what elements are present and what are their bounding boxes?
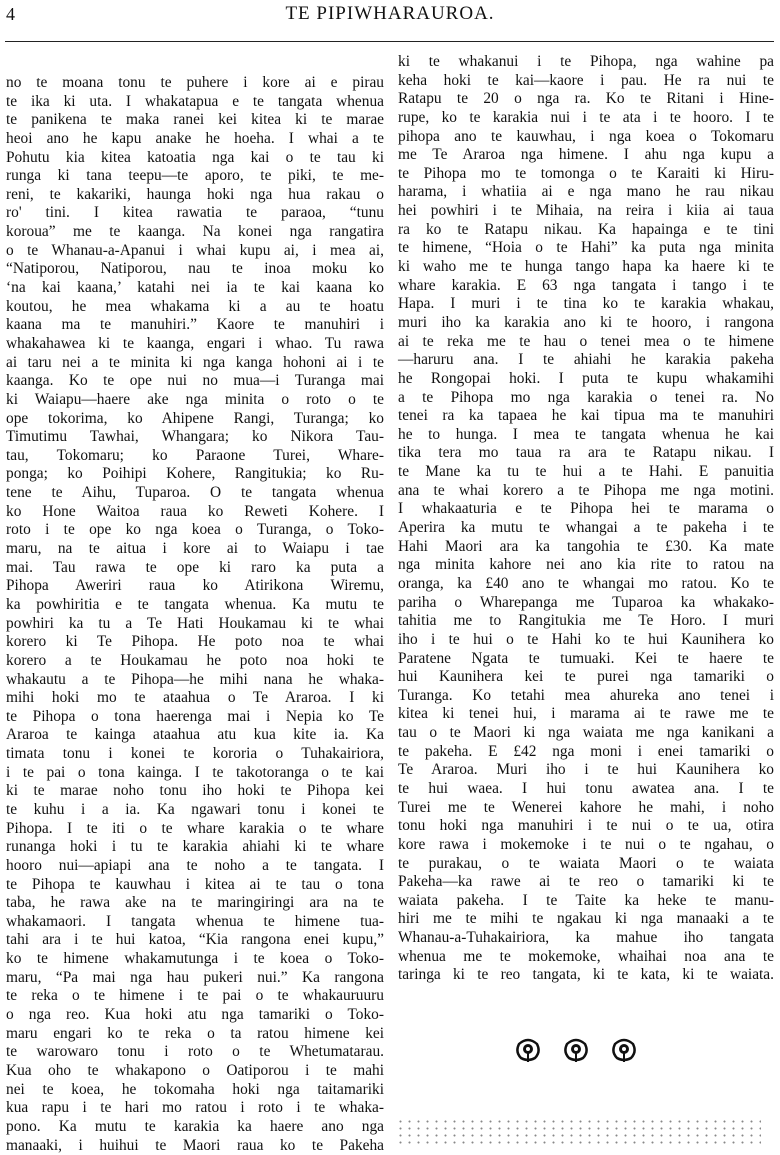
text-line: ope tokorima, ko Ahipene Rangi, Turanga; ko [6,409,384,427]
text-line: Whanau-a-Tuhakairiora, ka mahue iho tangata [398,929,774,947]
text-line: ko Hone Waitoa raua ko Reweti Kohere. I [6,502,384,520]
text-line: kaanga. Ko te ope nui no mua—i Turanga mai [6,372,384,390]
text-line: Pihopa Aweriri raua ko Atirikona Wiremu, [6,577,384,595]
text-line: roto i te ope ko nga koea o Turanga, o Toko- [6,521,384,539]
text-line: he Rongopai hoki. I puta te kupu whakamihi [398,369,774,387]
text-line: ana te whai korero a te Pihopa me nga motini. [398,481,774,499]
left-column [6,74,384,1155]
text-line: nei te koea, he tokomaha hoki nga taitamariki [6,1080,384,1098]
text-line: o te Whanau-a-Apanui i whai kupu ai, i mea ai, [6,241,384,259]
text-line: Hapa. I muri i te tina ko te karakia whakau, [398,295,774,313]
text-line: Ratapu te 20 o nga ra. Ko te Ritani i Hine- [398,90,774,108]
page-number: 4 [6,4,15,24]
text-line: kore rawa i mokemoke i te nui o te ngahau, o [398,835,774,853]
text-line: te kuhu i a ia. Ka ngawari tonu i konei te [6,800,384,818]
text-line: a te Pihopa mo nga karakia o tenei ra. No [398,388,774,406]
text-line: Hahi Maori ara ka tangohia te £30. Ka mate [398,537,774,555]
text-line: hiri me te mihi te ngakau ki nga manaaki a te [398,910,774,928]
text-line: harama, i whatiia ai e nga mano he rau nikau [398,183,774,201]
text-line: manaaki, i huihui te Maori raua ko te Pakeha [6,1136,384,1154]
text-line: Paratene Ngata te tumuaki. Kei te haere te [398,649,774,667]
text-line: te pakeha. E £42 nga moni i enei tamariki o [398,742,774,760]
text-line: timata tonu i konei te kororia o Tuhakairiora, [6,745,384,763]
text-line: keha hoki te kai—kaore i pau. He ra nui te [398,71,774,89]
text-line: Kua oho te whakapono o Oatiporou i te mahi [6,1061,384,1079]
text-line: whakautu a te Pihopa—he mihi nana he whaka- [6,670,384,688]
text-line: whakamaori. I tangata whenua te himene tua- [6,912,384,930]
text-line: ponga; ko Poihipi Kohere, Rangitukia; ko Ru- [6,465,384,483]
text-line: te ika ki uta. I whakatapua e te tangata whenua [6,92,384,110]
text-line: taringa ki te reo tangata, ki te kata, ki te waiata. [398,966,774,984]
text-line: whenua me te mokemoke, whaihai noa ana te [398,947,774,965]
text-line: tene te Aihu, Tuparoa. O te tangata whenua [6,484,384,502]
text-line: te Pihopa mo te tomonga o te Karaiti ki Hiru- [398,164,774,182]
text-line: ai taru nei a te minita ki nga kanga hohoni ai i te [6,353,384,371]
text-line: pihopa ano te kauwhau, i nga koea o Tokomaru [398,127,774,145]
text-line: Araroa te kainga ataahua atu kua kite ia. Ka [6,726,384,744]
text-line: tau o te Maori ki nga waiata me nga kanikani a [398,724,774,742]
text-line: I whakaaturia e te Pihopa hei te marama o [398,500,774,518]
text-line: Aperira ka mutu te whangai a te pakeha i te [398,519,774,537]
text-line: ki te whakanui i te Pihopa, nga wahine pa [398,53,774,70]
text-line: maru, na te aitua i kore ai to Waiapu i tae [6,540,384,558]
header-rule [5,41,774,42]
floral-ornament-icon [611,1038,637,1062]
text-line: tahitia me to Rangitukia me Te Horo. I muri [398,612,774,630]
text-line: Turei me te Wenerei kahore he mahi, i noho [398,798,774,816]
text-line: te hui waea. I hui tonu awatea ana. I te [398,779,774,797]
text-line: hei powhiri i te Mihaia, na reira i kiia ai taua [398,202,774,220]
text-line: te panikena te maka ranei kei kitea ki te marae [6,111,384,129]
text-line: koroua” me te kaanga. Na konei nga rangatira [6,223,384,241]
text-line: Te Araroa. Muri iho i te hui Kaunihera ko [398,761,774,779]
text-line: ra ko te Ratapu nikau. Ka hapainga e te tini [398,220,774,238]
text-line: nga minita kahore nei ano kia rite to ratou na [398,556,774,574]
text-line: kaana ma te manuhiri.” Kaore te manuhiri i [6,316,384,334]
text-line: o nga reo. Kua hoki atu nga tamariki o Toko- [6,1006,384,1024]
text-line: taba, he rawa ake na te maringiringi ara na te [6,894,384,912]
text-line: te warowaro tonu i roto o te Whetumatarau. [6,1043,384,1061]
text-line: tau, Tokomaru; ko Paraone Turei, Whare- [6,446,384,464]
text-line: iho i te hui o te Hahi ko te hui Kaunihera ko [398,630,774,648]
text-line: Pohutu kia kitea katoatia nga kai o te tau ki [6,148,384,166]
text-line: Timutimu Tawhai, Whangara; ko Nikora Tau- [6,428,384,446]
text-line: reni, te kakariki, haunga hoki nga hua rakau o [6,185,384,203]
text-line: Pihopa. I te iti o te whare karakia o te whare [6,819,384,837]
text-line: “Natiporou, Natiporou, nau te inoa moku ko [6,260,384,278]
text-line: koutou, he mea whakama ki a au te hoatu [6,297,384,315]
floral-ornament-icon [515,1038,541,1062]
ornament-row [515,1038,637,1062]
text-line: no te moana tonu te puhere i kore ai e pirau [6,74,384,91]
text-line: ki Waiapu—haere ake nga minita o roto o te [6,390,384,408]
text-line: whakahawea ki te kaanga, engari i whao. Tu rawa [6,334,384,352]
text-line: rupe, ko te karakia nui i te ata i te hooro. I te [398,108,774,126]
text-line: tonu hoki nga manuhiri i te nui o te ua, otira [398,817,774,835]
text-line: runanga hoki i tu te karakia ahiahi ki te whare [6,838,384,856]
text-line: ‘na kai kaana,’ katahi nei ia te kai kaana ko [6,279,384,297]
text-line: Turanga. Ko tetahi mea ahureka ano tenei i [398,686,774,704]
text-line: powhiri ka tu a Te Hati Houkamau ki te whai [6,614,384,632]
text-line: mai. Tau rawa te ope ki raro ka puta a [6,558,384,576]
text-line: te Mane ka tu te hui a te Hahi. E panuitia [398,463,774,481]
text-line: te Pihopa o tona haerenga mai i Nepia ko Te [6,707,384,725]
right-column [398,53,774,985]
text-line: pariha o Wharepanga me Tuparoa ka whakako- [398,593,774,611]
text-line: heoi ano he kapu anake he hoeha. I whai a te [6,129,384,147]
text-line: te Pihopa te kauwhau i kitea ai te tau o tona [6,875,384,893]
text-line: whare karakia. E 63 nga tangata i tango i te [398,276,774,294]
text-line: hooro nui—apiapi ana te noho a te tangata. I [6,856,384,874]
text-line: me Te Araroa nga himene. I ahu nga kupu a [398,146,774,164]
text-line: pono. Ka mutu te karakia ka haere ano nga [6,1117,384,1135]
text-line: Pakeha—ka rawe ai te reo o tamariki ki te [398,873,774,891]
page-title: TE PIPIWHARAUROA. [285,3,495,24]
text-line: waiata pakeha. I te Taite ka heke te manu- [398,891,774,909]
text-line: mihi hoki mo te ataahua o Te Araroa. I ki [6,689,384,707]
text-line: kitea ki tenei hui, i marama ai te rawe me te [398,705,774,723]
text-line: tahi ara i te hui katoa, “Kia rangona enei kupu,” [6,931,384,949]
text-line: kua rapu i te hari mo ratou i roto i te whaka- [6,1099,384,1117]
text-line: ro' tini. I kitea rawatia te paraoa, “tunu [6,204,384,222]
floral-ornament-icon [563,1038,589,1062]
text-line: —haruru ana. I te ahiahi he karakia pakeha [398,351,774,369]
text-line: tika tera mo taua ra ara te Ratapu nikau. I [398,444,774,462]
text-line: runga ki tana teepu—te aporo, te piki, te me- [6,167,384,185]
text-line: he to hunga. I mea te tangata whenua he kai [398,425,774,443]
text-line: i te pai o tona kainga. I te takotoranga o te kai [6,763,384,781]
text-line: oranga, ka £40 ano te whangai mo ratou. Ko te [398,574,774,592]
text-line: korero ki Te Pihopa. He poto noa te whai [6,633,384,651]
text-line: muri iho ka karakia ano ki te hooro, i rangona [398,313,774,331]
text-line: korero a te Houkamau he poto noa hoki te [6,651,384,669]
text-line: te himene, “Hoia o te Hahi” ka puta nga minita [398,239,774,257]
text-line: ko te himene whakamutunga i te koea o Toko- [6,950,384,968]
text-line: ki waho me te hunga tango hapa ka haere ki te [398,258,774,276]
text-line: te purakau, o te waiata Maori o te waiata [398,854,774,872]
text-line: maru engari ko te reka o ta ratou himene kei [6,1024,384,1042]
text-line: te reka o te himene i te pai o te whakauruuru [6,987,384,1005]
text-line: tenei ra ka tapaea he kai tipua ma te manuhiri [398,407,774,425]
text-line: hui Kaunihera kei te purei nga tamariki o [398,668,774,686]
text-line: ka powhiritia e te tangata whenua. Ka mutu te [6,595,384,613]
text-line: ki te marae noho tonu iho hoki te Pihopa kei [6,782,384,800]
text-line: maru, “Pa mai nga hau pukeri nui.” Ka rangona [6,968,384,986]
faded-print-noise [396,1118,761,1146]
text-line: ai te reka me te hau o tenei mea o te himene [398,332,774,350]
